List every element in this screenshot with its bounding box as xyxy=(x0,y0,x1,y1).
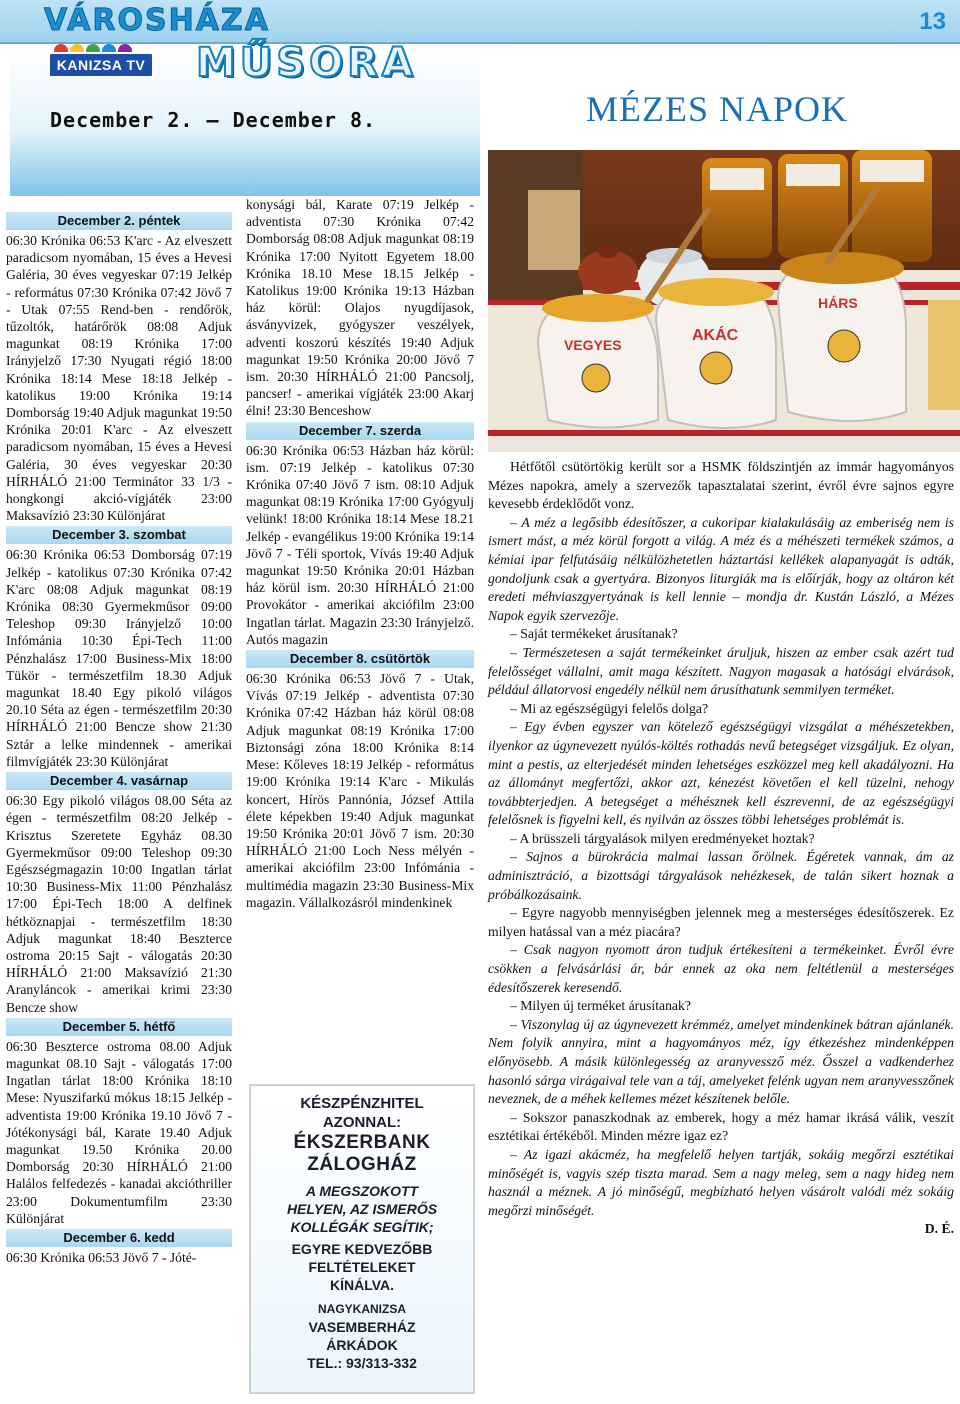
schedule-day-heading: December 7. szerda xyxy=(246,422,474,440)
schedule-day-heading: December 2. péntek xyxy=(6,212,232,230)
schedule-day-heading: December 4. vasárnap xyxy=(6,772,232,790)
ad-line: ZÁLOGHÁZ xyxy=(307,1154,417,1175)
ad-line: KÉSZPÉNZHITEL xyxy=(300,1095,424,1112)
article-paragraph: – Egy évben egyszer van kötelező egészségügyi vizsgálat a méhészetekben, ilyenkor az úgynevezett nyúlós-költés rothadás nevű betegséget vizsgáljuk. Ez olyan, mint a pestis, az elterjedését minden lehetséges eszközzel meg kell akadályozni. Ha az állományt megfertőzi, akkor azt, kénezést követően el kell tüzelni, nehogy továbbterjedjen. A betegséget a méhésznek kell észrevenni, de az egészségügyi felelősnek is figyelni kell, és nyilván az összes többi lehetséges problémát is. xyxy=(488,719,954,828)
jar-label: HÁRS xyxy=(818,295,858,311)
section-header-bar xyxy=(0,0,960,44)
article-paragraph: – Az igazi akácméz, ha megfelelő helyen tartják, sokáig megőrzi esztétikai minőségét is, vagyis szép tiszta marad. Sem a nagy meleg, sem a nagy hideg nem használ a méznek. A jó minőségű, megbízható helyen vásárolt valódi méz sokáig megőrzi minőségét. xyxy=(488,1146,954,1218)
article-paragraph: – A méz a legősibb édesítőszer, a cukoripar kialakulásáig az emberiség nem is ismert mást, a méz körül forgott a világ. A méz és a méhészeti termékek számos, a kémiai ipar felfutásáig nélkülözhetetlen háztartási kellékek alapanyagát is adták, gondoljunk csak a gyertyára. Bizonyos liturgiák ma is előírják, hogy az oltáron két eredeti méhviaszgyertyának is kell lennie – mondja dr. Kustán László, a Mézes Napok egyik szervezője. xyxy=(488,514,954,623)
article-paragraph: – Sokszor panaszkodnak az emberek, hogy a méz hamar ikrásá válik, veszít esztétikai értékéből. Minden mézre igaz ez? xyxy=(488,1109,954,1144)
ad-line: HELYEN, AZ ISMERŐS xyxy=(286,1201,438,1217)
schedule-entries: 06:30 Egy pikoló világos 08.00 Séta az égen - természetfilm 08:20 Jelkép - Krisztus Szeretete Egyház 08.30 Gyermekműsor 09:00 Teleshop 09:30 Egészségmagazin 10:00 Ingatlan tárlat 10:30 Business-Mix 11:00 Pénzhalász 17:00 Épi-Tech 18:00 A delfinek hétköznapjai - természetfilm 18:30 Adjuk magunkat 18:40 Beszterce ostroma 20:15 Sajt - válogatás 20:30 HÍRHÁLÓ 21:00 Maksavízió 21:30 Aranyláncok - amerikai krimi 23:30 Bencze show xyxy=(6,793,232,1015)
ad-line: ÉKSZERBANK xyxy=(293,1132,431,1153)
article-signature: D. É. xyxy=(924,1221,954,1237)
ad-line: ÁRKÁDOK xyxy=(326,1337,398,1353)
schedule-day-heading: December 5. hétfő xyxy=(6,1018,232,1036)
schedule-day-heading: December 8. csütörtök xyxy=(246,650,474,668)
article-body xyxy=(488,458,954,1239)
jar-label: AKÁC xyxy=(692,327,739,344)
article-paragraph: – Mi az egészségügyi felelős dolga? xyxy=(510,700,709,716)
article-paragraph: – Milyen új terméket árusítanak? xyxy=(510,998,691,1014)
article-paragraph: – Természetesen a saját termékeinket áruljuk, hiszen az ember csak azért tud felelősséget vállalni, amit maga készített. Nagyon magasak a hatósági elvárások, például állatorvosi engedély nélkül nem árusíthatunk semmilyen terméket. xyxy=(488,644,954,698)
schedule-entries: 06:30 Krónika 06:53 K'arc - Az elveszett paradicsom nyomában, 15 éves a Hevesi Galéria, 30 éves vegyeskar 07:19 Jelkép - református 07:30 Krónika 07:42 Jövő 7 - Utak 07:55 Rend-ben - rendőrök, tűzoltók, határőrök 08:08 Adjuk magunkat 08:19 Krónika 17:00 Irányjelző 17:30 Nyugati régió 18:00 Krónika 18:14 Mese 18:18 Jelkép - katolikus 19:00 Krónika 19:14 Domborság 19:40 Adjuk magunkat 19:50 Krónika 20:01 K'arc - Az elveszett paradicsom nyomában, 15 éves a Hevesi Galéria, 30 éves vegyeskar 20:30 HÍRHÁLÓ 21:00 Terminátor 33 1/3 - hongkongi akció-vígjáték 23:00 Maksavízió 23:30 Különjárat xyxy=(6,233,232,524)
article-paragraph: Hétfőtől csütörtökig került sor a HSMK földszintjén az immár hagyományos Mézes napokra, amely a szervezők tapasztalatai szerint, évről évre sajnos egyre kevesebb érdeklődőt vonz. xyxy=(488,459,954,512)
program-title: MŰSORA xyxy=(196,40,417,86)
schedule-entries: 06:30 Krónika 06:53 Jövő 7 - Jóté- xyxy=(6,1249,197,1265)
ad-line: KOLLÉGÁK SEGÍTIK; xyxy=(290,1219,434,1235)
section-title: VÁROSHÁZA xyxy=(44,3,270,38)
program-date-range: December 2. — December 8. xyxy=(50,108,377,132)
logo-text: KANIZSA TV xyxy=(48,52,154,78)
schedule-entries: 06:30 Krónika 06:53 Házban ház körül: ism. 07:19 Jelkép - katolikus 07:30 Krónika 07:40 Jövő 7 ism. 08:10 Adjuk magunkat 08:19 Krónika 17:00 Gyógyulj velünk! 18:00 Krónika 18:14 Mese 18.21 Jelkép - evangélikus 19:00 Krónika 19:14 Jövő 7 - Téli sportok, Vívás 19:40 Adjuk magunkat 19:50 Krónika 20:01 Házban ház körül ism. 20:30 HÍRHÁLÓ 21:00 Provokátor - amerikai akciófilm 23:00 Ingatlan tárlat. Magazin 23:30 Irányjelző. Autós magazin xyxy=(246,442,474,647)
schedule-entries: konysági bál, Karate 07:19 Jelkép - adventista 07:30 Krónika 07:42 Domborság 08:08 Adjuk magunkat 08:19 Krónika 17:00 Nyitott Egyetem 18.00 Krónika 18.10 Mese 18.15 Jelkép - Katolikus 19:00 Krónika 19:13 Házban ház körül: Olajos nyugdíjasok, ásványvizek, gyógyszer veszélyek, adventi koszorú készítés 19:40 Adjuk magunkat 19:50 Krónika 20:00 Jövő 7 ism. 20:30 HÍRHÁLÓ 21:00 Pancsolj, pancser! - amerikai vígjáték 23:00 Akarj élni! 23:30 Benceshow xyxy=(246,197,474,419)
schedule-entries: 06:30 Beszterce ostroma 08.00 Adjuk magunkat 08.10 Sajt - válogatás 17:00 Ingatlan tárlat 18:00 Krónika 18:10 Mese: Nyuszifarkú mókus 18:15 Jelkép - adventista 19:00 Krónika 19.10 Jövő 7 - Jótékonysági bál, Karate 19.40 Adjuk magunkat 19.50 Krónika 20.00 Domborság 20:30 HÍRHÁLÓ 21:00 Halálos felfedezés - kanadai akcióthriller 23:00 Dokumentumfilm 23:30 Különjárat xyxy=(6,1038,232,1226)
jar-label: VEGYES xyxy=(564,337,622,353)
pawnshop-advertisement xyxy=(249,1084,475,1394)
honey-jars-photo xyxy=(488,150,960,452)
page-number: 13 xyxy=(919,8,946,35)
article-paragraph: – Csak nagyon nyomott áron tudjuk értékesíteni a termékeinket. Évről évre csökken a felvásárlási ár, bár ennek az oka nem feltétlenül a mesterséges édesítőszerek keresendő. xyxy=(488,942,954,995)
article-paragraph: – A brüsszeli tárgyalások milyen eredményeket hoztak? xyxy=(510,830,815,846)
ad-line: EGYRE KEDVEZŐBB xyxy=(291,1241,433,1257)
schedule-entries: 06:30 Krónika 06:53 Domborság 07:19 Jelkép - katolikus 07:30 Krónika 07:42 K'arc 08:08 Adjuk magunkat 08:19 Krónika 08:30 Gyermekműsor 09:00 Teleshop 09:30 Irányjelző 10:00 Infómánia 10:30 Épi-Tech 11:00 Pénzhalász 17:00 Business-Mix 18:00 Tükör - természetfilm 18.30 Adjuk magunkat 18.40 Egy pikoló világos 20.10 Séta az égen - természetfilm 20:30 HÍRHÁLÓ 21:00 Bencze show 21:30 Sztár a lelke mindennek - amerikai filmvígjáték 23:30 Különjárat xyxy=(6,547,232,769)
article-paragraph: – Egyre nagyobb mennyiségben jelennek meg a mesterséges édesítőszerek. Ez milyen hatással van a méz piacára? xyxy=(488,905,954,939)
schedule-column-2 xyxy=(246,196,474,913)
schedule-day-heading: December 6. kedd xyxy=(6,1229,232,1247)
kanizsa-tv-logo xyxy=(40,44,162,90)
schedule-column-1 xyxy=(6,210,232,1268)
schedule-day-heading: December 3. szombat xyxy=(6,526,232,544)
schedule-entries: 06:30 Krónika 06:53 Jövő 7 - Utak, Vívás 07:19 Jelkép - adventista 07:30 Krónika 07:42 Házban ház körül 08:08 Adjuk magunkat 08:19 Krónika 17:00 Biztonsági zóna 18:00 Krónika 8:14 Mese: Kőleves 18:19 Jelkép - református 19:00 Krónika 19:14 K'arc - Mikulás koncert, Hírös Pannónia, József Attila élete képekben 19:40 Adjuk magunkat 19:50 Krónika 20:01 Jövő 7 ism. 20:30 HÍRHÁLÓ 21:00 Loch Ness mélyén - amerikai akciófilm 23:00 Infómánia - multimédia magazin 23:30 Business-Mix magazin. Vállalkozásról mindenkinek xyxy=(246,671,474,910)
ad-line: TEL.: 93/313-332 xyxy=(307,1355,417,1371)
ad-line: VASEMBERHÁZ xyxy=(308,1319,416,1335)
honey-photo-illustration xyxy=(488,150,960,452)
article-title: MÉZES NAPOK xyxy=(586,89,849,129)
article-paragraph: – Sajnos a bürokrácia malmai lassan őrölnek. Égéretek vannak, ám az adminisztráció, a bizottsági tárgyalások nehézkesek, de talán sikert hoznak a próbálkozásaink. xyxy=(488,849,954,902)
ad-line: KÍNÁLVA. xyxy=(329,1277,395,1293)
ad-line: FELTÉTELEKET xyxy=(308,1259,416,1275)
ad-line: NAGYKANIZSA xyxy=(317,1302,406,1316)
ad-line: A MEGSZOKOTT xyxy=(305,1183,419,1199)
article-paragraph: – Saját termékeket árusítanak? xyxy=(510,626,678,642)
article-paragraph: – Viszonylag új az úgynevezett krémméz, amelyet mindenkinek bátran ajánlanék. Nem folyik annyira, mint a hagyományos méz, így étkezéshez mindenképpen előnyösebb. A másik különlegesség az aranyvessző méz. Ősszel a vadkenderhez hasonló sárga virágaival tele van a táj, amelyeket felénk ugyan nem aranyvesszőnek neveznek, de a méhek kellemes mézet készítenek belőle. xyxy=(488,1016,954,1107)
ad-line: AZONNAL: xyxy=(322,1114,402,1131)
